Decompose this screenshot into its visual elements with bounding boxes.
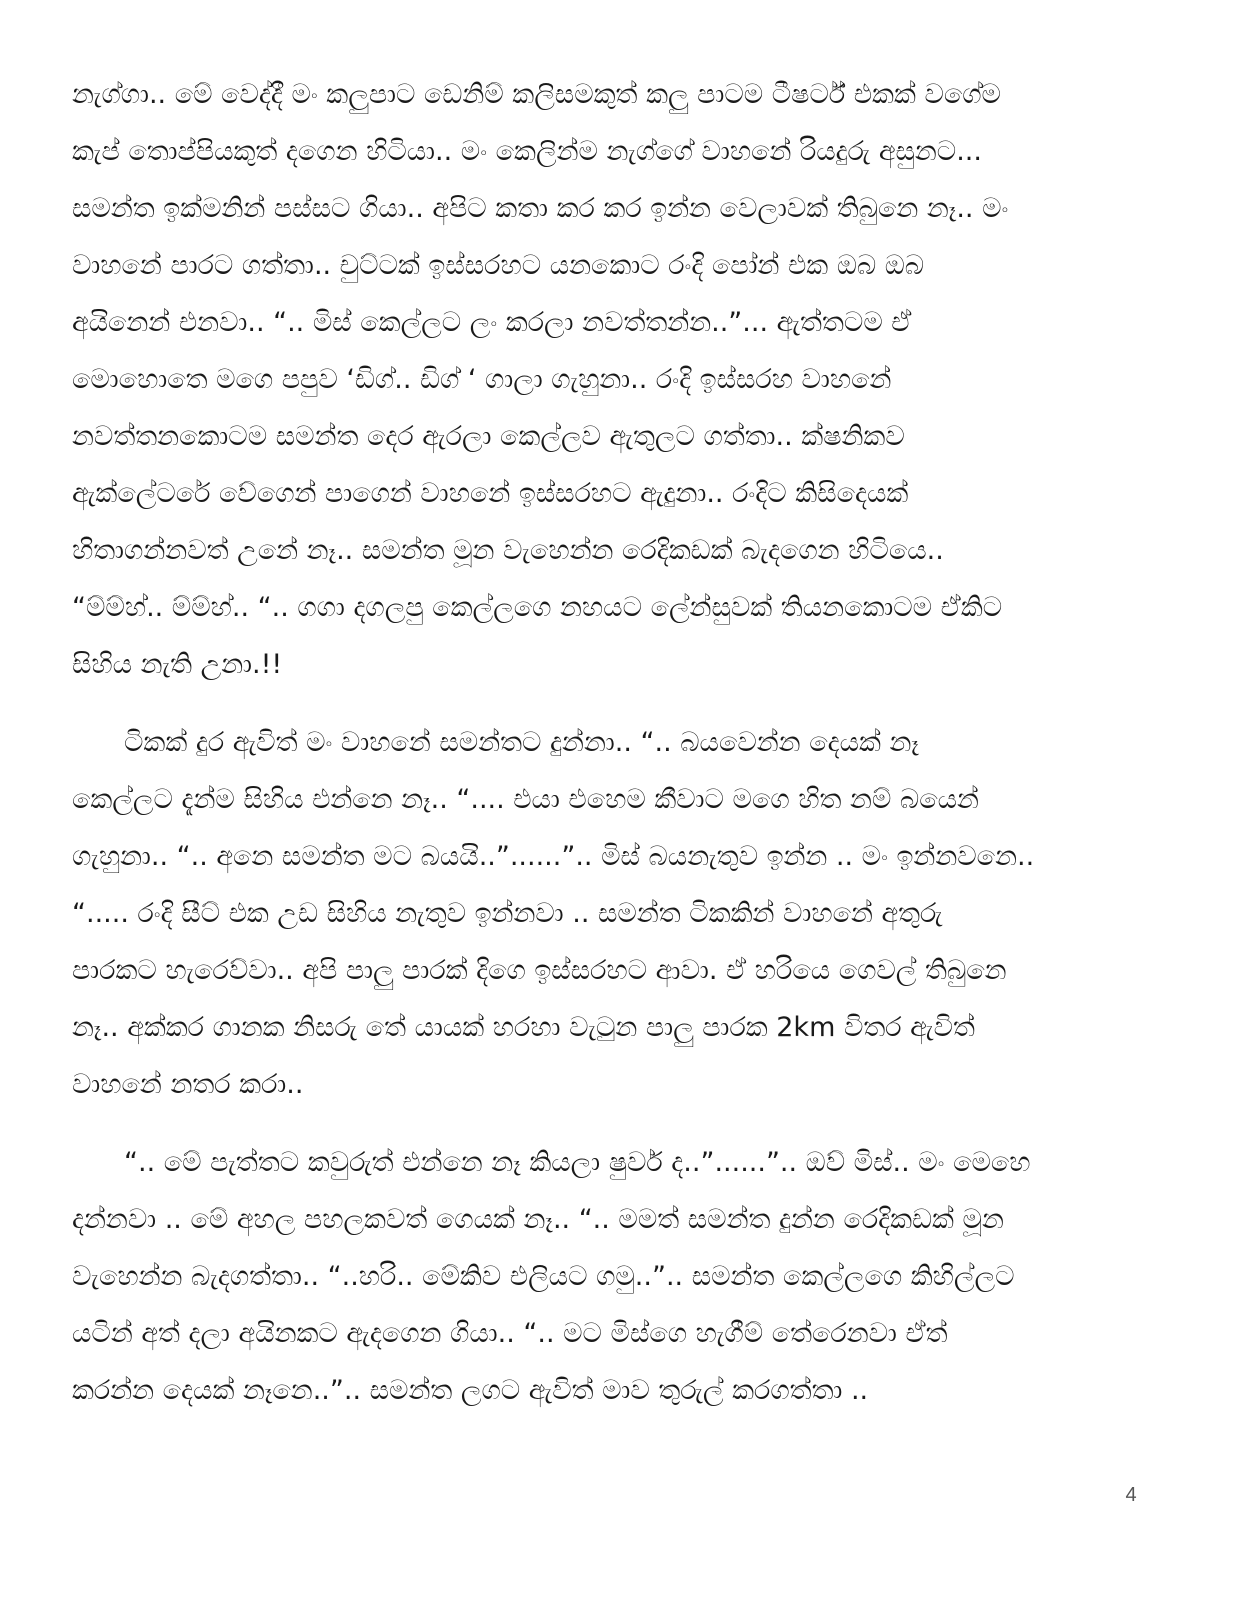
text-line: යටින් අත් දලා අයිනකට ඇදගෙන ගියා.. “.. මට මිස්ගෙ හැගීම් තේරෙනවා ඒත් — [72, 1318, 948, 1349]
text-line: ටිකක් දුර ඇවිත් මං වාහනේ සමන්තට දුන්නා.. “.. බයවෙන්න දෙයක් නෑ — [124, 727, 919, 758]
document-body — [72, 66, 1162, 1419]
text-line: හිතාගන්නවත් උනේ නෑ.. සමන්ත මූන වැහෙන්න රෙදිකඩක් බැදගෙන හිටියෙ.. — [72, 535, 944, 566]
text-line: නැග්ගා.. මේ වෙද්දී මං කලුපාට ඩෙනිම් කලිසමකුත් කලු පාටම ටීෂර්ට් එකක් වගේම — [72, 79, 1001, 110]
paragraph-2 — [72, 714, 1162, 1113]
text-line: සිහිය නැති උනා.!! — [72, 649, 283, 680]
paragraph-1 — [72, 66, 1162, 693]
text-line: පාරකට හැරෙව්වා.. අපි පාලු පාරක් දිගෙ ඉස්සරහට ආවා. ඒ හරියෙ ගෙවල් තිබුනෙ — [72, 955, 1007, 986]
text-line: “.. මේ පැත්තට කවුරුත් එන්නෙ නෑ කියලා ෂුවර් ද..”......”.. ඔව් මිස්.. මං මෙහෙ — [124, 1147, 1031, 1178]
text-line: නෑ.. අක්කර ගානක නිසරු තේ යායක් හරහා වැටුන පාලු පාරක 2km විතර ඇවිත් — [72, 1012, 975, 1043]
page-number: 4 — [1125, 1484, 1137, 1506]
paragraph-spacer — [72, 693, 1162, 714]
text-line: වාහනේ පාරට ගත්තා.. චුට්ටක් ඉස්සරහට යනකොට රංදි පෝන් එක ඔබ ඔබ — [72, 250, 925, 281]
text-line: අයිනෙන් එනවා.. “.. මිස් කෙල්ලට ලං කරලා නවත්තන්න..”... ඇත්තටම ඒ — [72, 307, 912, 338]
text-line: කැප් තොප්පියකුත් දගෙන හිටියා.. මං කෙලින්ම නැග්ගේ වාහනේ රියදුරු අසුනට... — [72, 136, 982, 167]
text-line: “ම්ම්හ්.. ම්ම්හ්.. “.. ගගා දගලපු කෙල්ලගෙ නහයට ලේන්සුවක් තියනකොටම ඒකිට — [72, 592, 1003, 623]
text-line: දන්නවා .. මේ අහල පහලකවත් ගෙයක් නෑ.. “.. මමත් සමන්ත දුන්න රෙදිකඩක් මූන — [72, 1204, 1004, 1235]
text-line: සමන්ත ඉක්මනින් පස්සට ගියා.. අපිට කතා කර කර ඉන්න වෙලාවක් තිබුනෙ නෑ.. මං — [72, 193, 1009, 224]
text-line: කරන්න දෙයක් නෑනෙ..”.. සමන්ත ලගට ඇවිත් මාව තුරුල් කරගත්තා .. — [72, 1375, 869, 1406]
text-line: නවත්තනකොටම සමන්ත දෙර ඇරලා කෙල්ලව ඇතුලට ගත්තා.. ක්ෂනිකව — [72, 421, 905, 452]
text-line: “..... රංදි සීට් එක උඩ සිහිය නැතුව ඉන්නවා .. සමන්ත ටිකකින් වාහනේ අතුරු — [72, 898, 943, 929]
text-line: කෙල්ලට දැන්ම සිහිය එන්නෙ නෑ.. “.... එයා එහෙම කීවාට මගෙ හිත නම් බයෙන් — [72, 784, 979, 815]
text-line: මොහොතෙ මගෙ පපුව ‘ඩිග්.. ඩිග් ‘ ගාලා ගැහුනා.. රංදි ඉස්සරහ වාහනේ — [72, 364, 892, 395]
text-line: වාහනේ නතර කරා.. — [72, 1069, 304, 1100]
text-line: ඇක්ලේටරේ වේගෙන් පාගෙන් වාහනේ ඉස්සරහට ඇදුනා.. රංදිට කිසිදෙයක් — [72, 478, 909, 509]
paragraph-3 — [72, 1134, 1162, 1419]
text-line: ගැහුනා.. “.. අනෙ සමන්ත මට බයයි..”......”.. මිස් බයනැතුව ඉන්න .. මං ඉන්නවනෙ.. — [72, 841, 1035, 872]
paragraph-spacer — [72, 1113, 1162, 1134]
text-line: වැහෙන්න බැදගත්තා.. “..හරි.. මේකිව එලියට ගමු..”.. සමන්ත කෙල්ලගෙ කිහිල්ලට — [72, 1261, 1015, 1292]
